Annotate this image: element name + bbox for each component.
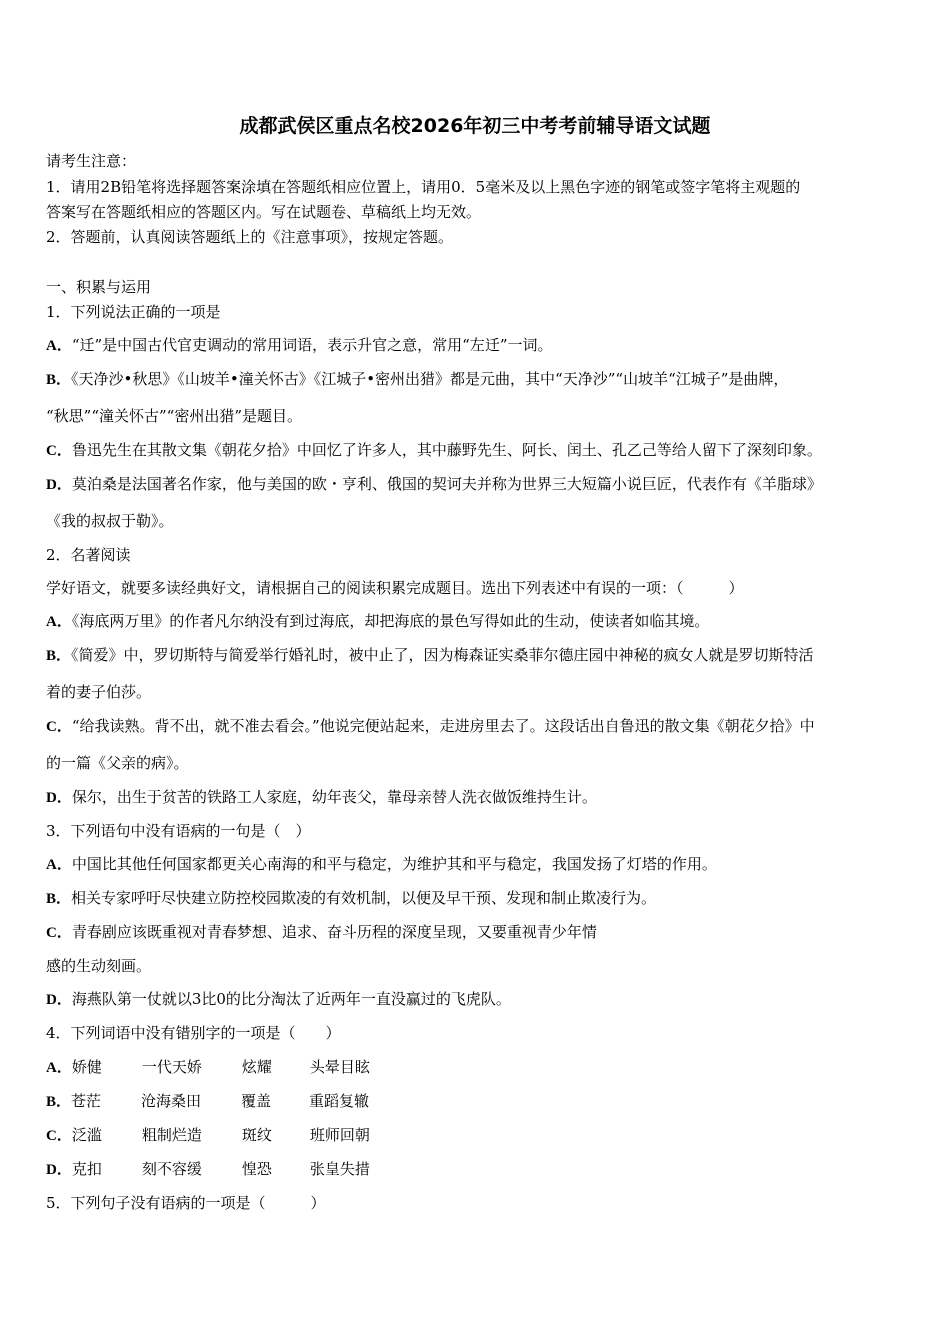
question-4-option-b bbox=[46, 1091, 409, 1112]
option-text: “给我读熟。背不出，就不准去看会。”他说完便站起来，走进房里去了。这段话出自鲁迅的散文集《朝花夕拾》中 bbox=[71, 717, 815, 735]
question-4-option-c bbox=[46, 1125, 410, 1146]
word: 娇健 bbox=[71, 1058, 102, 1076]
word: 斑纹 bbox=[241, 1126, 272, 1144]
option-label: B． bbox=[46, 372, 72, 388]
question-3-option-c-cont: 感的生动刻画。 bbox=[46, 957, 152, 975]
word: 头晕目眩 bbox=[309, 1058, 370, 1076]
word: 覆盖 bbox=[241, 1092, 272, 1110]
option-text: 鲁迅先生在其散文集《朝花夕拾》中回忆了许多人，其中藤野先生、阿长、闰土、孔乙己等给人留下了深刻印象。 bbox=[71, 441, 822, 459]
question-2-option-b-cont: 着的妻子伯莎。 bbox=[46, 683, 152, 701]
option-label: A． bbox=[46, 614, 72, 630]
option-label: B． bbox=[46, 648, 72, 664]
option-text: 保尔，出生于贫苦的铁路工人家庭，幼年丧父，靠母亲替人洗衣做饭维持生计。 bbox=[71, 788, 597, 806]
option-label: D． bbox=[46, 1162, 72, 1178]
word: 班师回朝 bbox=[309, 1126, 370, 1144]
question-4-stem: 4．下列词语中没有错别字的一项是（ ） bbox=[46, 1024, 341, 1042]
option-label: D． bbox=[46, 790, 72, 806]
option-text: “迁”是中国古代官吏调动的常用词语，表示升官之意，常用“左迁”一词。 bbox=[71, 336, 553, 354]
option-text: 《海底两万里》的作者凡尔纳没有到过海底，却把海底的景色写得如此的生动，使读者如临其境。 bbox=[71, 612, 710, 630]
question-3-option-a bbox=[46, 854, 717, 875]
word: 沧海桑田 bbox=[141, 1092, 202, 1110]
page-title: 成都武侯区重点名校2026年初三中考考前辅导语文试题 bbox=[239, 115, 711, 137]
question-1-option-d bbox=[46, 474, 822, 495]
option-label: C． bbox=[46, 1128, 72, 1144]
word: 泛滥 bbox=[71, 1126, 102, 1144]
option-label: B． bbox=[46, 1094, 72, 1110]
question-3-option-b bbox=[46, 888, 656, 909]
option-text: 青春剧应该既重视对青春梦想、追求、奋斗历程的深度呈现，又要重视青少年情 bbox=[71, 923, 597, 941]
word: 重蹈复辙 bbox=[309, 1092, 370, 1110]
option-label: A． bbox=[46, 338, 72, 354]
question-2-intro: 学好语文，就要多读经典好文，请根据自己的阅读积累完成题目。选出下列表述中有误的一项：（ ） bbox=[46, 579, 744, 597]
question-2-stem: 2．名著阅读 bbox=[46, 546, 131, 564]
word: 惶恐 bbox=[241, 1160, 272, 1178]
question-4-option-a bbox=[46, 1057, 410, 1078]
notice-line-3: 2．答题前，认真阅读答题纸上的《注意事项》，按规定答题。 bbox=[46, 228, 454, 246]
question-1-option-c bbox=[46, 440, 822, 461]
question-1-option-b-cont: “秋思”“潼关怀古”“密州出猎”是题目。 bbox=[46, 407, 303, 425]
word: 粗制烂造 bbox=[141, 1126, 202, 1144]
question-4-option-d bbox=[46, 1159, 410, 1180]
option-label: D． bbox=[46, 992, 72, 1008]
word: 一代天娇 bbox=[141, 1058, 202, 1076]
notice-line-2: 答案写在答题纸相应的答题区内。写在试题卷、草稿纸上均无效。 bbox=[46, 203, 482, 221]
question-3-option-c bbox=[46, 922, 597, 943]
option-text: 莫泊桑是法国著名作家，他与美国的欧・亨利、俄国的契诃夫并称为世界三大短篇小说巨匠，代表作有《羊脂球》 bbox=[71, 475, 822, 493]
question-1-stem: 1．下列说法正确的一项是 bbox=[46, 303, 221, 321]
option-text: 《简爱》中，罗切斯特与简爱举行婚礼时，被中止了，因为梅森证实桑菲尔德庄园中神秘的疯女人就是罗切斯特活 bbox=[71, 646, 814, 664]
option-text: 《天净沙•秋思》《山坡羊•潼关怀古》《江城子•密州出猎》都是元曲，其中“天净沙”“山坡羊“江城子”是曲牌， bbox=[71, 370, 789, 388]
section-heading: 一、积累与运用 bbox=[46, 278, 152, 296]
notice-heading: 请考生注意： bbox=[46, 152, 137, 170]
option-text: 相关专家呼吁尽快建立防控校园欺凌的有效机制，以便及早干预、发现和制止欺凌行为。 bbox=[71, 889, 657, 907]
option-label: D． bbox=[46, 477, 72, 493]
notice-line-1: 1．请用2B铅笔将选择题答案涂填在答题纸相应位置上，请用0．5毫米及以上黑色字迹的钢笔或签字笔将主观题的 bbox=[46, 178, 801, 196]
word: 炫耀 bbox=[241, 1058, 272, 1076]
word: 刻不容缓 bbox=[141, 1160, 202, 1178]
question-2-option-c bbox=[46, 716, 815, 737]
word: 苍茫 bbox=[71, 1092, 102, 1110]
option-label: A． bbox=[46, 857, 72, 873]
question-1-option-d-cont: 《我的叔叔于勒》。 bbox=[46, 512, 174, 530]
option-label: A． bbox=[46, 1060, 72, 1076]
question-1-option-a bbox=[46, 335, 553, 356]
question-1-option-b bbox=[46, 369, 788, 390]
question-5-stem: 5．下列句子没有语病的一项是（ ） bbox=[46, 1194, 326, 1212]
word: 张皇失措 bbox=[309, 1160, 370, 1178]
question-2-option-b bbox=[46, 645, 814, 666]
word: 克扣 bbox=[71, 1160, 102, 1178]
question-2-option-d bbox=[46, 787, 597, 808]
option-label: C． bbox=[46, 719, 72, 735]
option-label: C． bbox=[46, 443, 72, 459]
option-text: 海燕队第一仗就以3比0的比分淘汰了近两年一直没赢过的飞虎队。 bbox=[71, 990, 511, 1008]
option-text: 中国比其他任何国家都更关心南海的和平与稳定，为维护其和平与稳定，我国发扬了灯塔的作用。 bbox=[71, 855, 717, 873]
option-label: B． bbox=[46, 891, 72, 907]
question-3-stem: 3．下列语句中没有语病的一句是（ ） bbox=[46, 822, 311, 840]
option-label: C． bbox=[46, 925, 72, 941]
question-2-option-a bbox=[46, 611, 709, 632]
question-3-option-d bbox=[46, 989, 511, 1010]
question-2-option-c-cont: 的一篇《父亲的病》。 bbox=[46, 754, 189, 772]
